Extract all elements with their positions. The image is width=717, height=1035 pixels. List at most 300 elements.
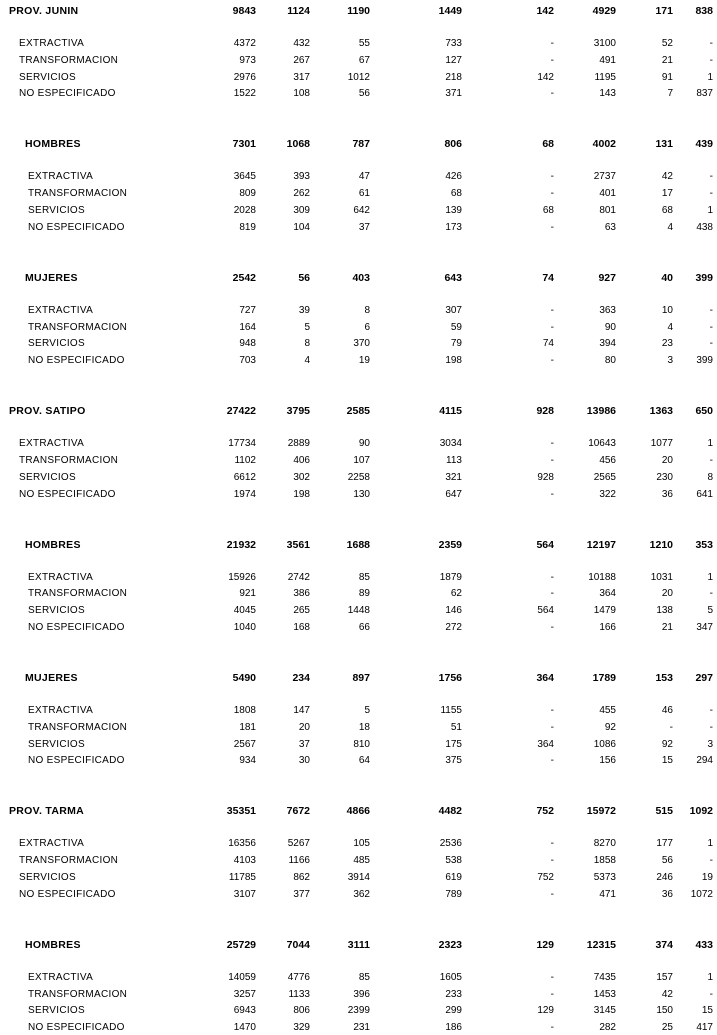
group-title: PROV. TARMA <box>9 805 85 818</box>
cell-value: 1453 <box>593 988 616 1000</box>
group-title: MUJERES <box>25 672 78 684</box>
cell-value: 21932 <box>226 538 256 551</box>
cell-value: 129 <box>536 938 554 951</box>
group-total-row <box>0 137 717 151</box>
cell-value: 370 <box>353 338 370 350</box>
table-row <box>0 837 717 851</box>
cell-value: 309 <box>293 205 310 216</box>
cell-value: 4482 <box>438 805 462 818</box>
cell-value: 396 <box>353 988 370 1000</box>
group-title: MUJERES <box>25 271 78 284</box>
cell-value: 403 <box>352 271 370 284</box>
cell-value: 1190 <box>347 5 370 17</box>
cell-value: 15926 <box>228 571 256 583</box>
cell-value: 643 <box>444 271 462 284</box>
cell-value: 10 <box>661 304 673 316</box>
cell-value: 471 <box>599 888 616 900</box>
cell-value: 146 <box>445 605 462 617</box>
table-row <box>0 988 717 1002</box>
row-label: NO ESPECIFICADO <box>28 622 125 633</box>
cell-value: 394 <box>599 338 616 350</box>
group-title: HOMBRES <box>25 938 81 951</box>
cell-value: 375 <box>445 755 462 767</box>
cell-value: 564 <box>536 538 554 551</box>
table-row <box>0 221 717 235</box>
cell-value: 63 <box>604 221 616 233</box>
cell-value: - <box>709 54 713 66</box>
cell-value: 2536 <box>439 838 462 850</box>
cell-value: 2323 <box>438 938 462 951</box>
cell-value: 787 <box>352 138 370 151</box>
cell-value: - <box>550 88 554 100</box>
cell-value: 401 <box>599 188 616 200</box>
cell-value: 231 <box>353 1022 370 1034</box>
cell-value: 42 <box>661 171 673 183</box>
table-row <box>0 1021 717 1035</box>
cell-value: 39 <box>298 304 310 316</box>
cell-value: 20 <box>298 721 310 733</box>
cell-value: - <box>709 455 713 466</box>
cell-value: 5267 <box>287 838 310 850</box>
cell-value: 934 <box>239 755 256 767</box>
cell-value: 11785 <box>228 872 256 883</box>
row-label: EXTRACTIVA <box>19 38 85 49</box>
cell-value: - <box>550 221 554 233</box>
cell-value: 15 <box>661 755 673 767</box>
cell-value: 1195 <box>594 71 616 83</box>
cell-value: 19 <box>701 872 713 883</box>
cell-value: 456 <box>599 455 616 466</box>
row-label: EXTRACTIVA <box>28 571 94 583</box>
cell-value: 7435 <box>593 971 616 983</box>
cell-value: 25729 <box>226 938 256 951</box>
cell-value: 47 <box>358 171 370 183</box>
cell-value: 2359 <box>438 538 462 551</box>
cell-value: - <box>709 855 713 867</box>
row-label: SERVICIOS <box>19 471 76 483</box>
cell-value: 363 <box>599 304 616 316</box>
cell-value: 127 <box>445 54 462 66</box>
cell-value: 92 <box>661 738 673 750</box>
cell-value: 56 <box>661 855 673 867</box>
cell-value: 837 <box>696 88 713 100</box>
cell-value: 4866 <box>346 805 370 818</box>
cell-value: 2567 <box>233 738 256 750</box>
cell-value: 973 <box>239 54 256 66</box>
cell-value: 619 <box>445 872 462 883</box>
cell-value: 233 <box>445 988 462 1000</box>
cell-value: 113 <box>446 455 462 466</box>
cell-value: 928 <box>537 471 554 483</box>
cell-value: 138 <box>656 605 673 617</box>
group-title: HOMBRES <box>25 538 81 551</box>
cell-value: 1479 <box>593 605 616 617</box>
cell-value: 302 <box>293 471 310 483</box>
cell-value: 538 <box>445 855 462 867</box>
cell-value: 647 <box>445 488 462 500</box>
cell-value: 364 <box>599 588 616 600</box>
table-row <box>0 187 717 201</box>
cell-value: - <box>550 838 554 850</box>
cell-value: 37 <box>298 738 310 750</box>
cell-value: 515 <box>655 805 673 818</box>
row-label: NO ESPECIFICADO <box>28 1022 125 1034</box>
cell-value: 921 <box>239 588 256 600</box>
cell-value: 4002 <box>592 138 616 151</box>
cell-value: - <box>550 1022 554 1034</box>
table-row <box>0 437 717 451</box>
cell-value: 1 <box>707 838 713 850</box>
cell-value: 105 <box>353 838 370 850</box>
cell-value: 727 <box>239 304 256 316</box>
cell-value: 40 <box>661 271 673 284</box>
cell-value: 2585 <box>346 405 370 418</box>
cell-value: 2565 <box>593 471 616 483</box>
row-label: SERVICIOS <box>28 738 85 750</box>
cell-value: 7044 <box>286 938 310 951</box>
cell-value: - <box>709 988 713 1000</box>
cell-value: 4776 <box>287 971 310 983</box>
cell-value: 2258 <box>347 471 370 483</box>
cell-value: - <box>550 188 554 200</box>
cell-value: 66 <box>358 622 370 633</box>
table-row <box>0 704 717 718</box>
cell-value: 4103 <box>233 855 256 867</box>
cell-value: 12197 <box>586 538 616 551</box>
cell-value: 1605 <box>439 971 462 983</box>
group-title: HOMBRES <box>25 138 81 151</box>
cell-value: 2742 <box>287 571 310 583</box>
cell-value: 8270 <box>593 838 616 850</box>
table-row <box>0 587 717 601</box>
table-row <box>0 37 717 51</box>
cell-value: 6 <box>364 321 370 333</box>
table-row <box>0 454 717 468</box>
cell-value: 3645 <box>233 171 256 183</box>
cell-value: 272 <box>445 622 462 633</box>
cell-value: 20 <box>661 588 673 600</box>
cell-value: 1031 <box>650 571 673 583</box>
cell-value: 4372 <box>233 38 256 49</box>
cell-value: 703 <box>239 355 256 367</box>
cell-value: 1756 <box>438 672 462 684</box>
cell-value: 6943 <box>233 1005 256 1017</box>
group-total-row <box>0 404 717 418</box>
row-label: TRANSFORMACION <box>19 855 119 867</box>
table-row <box>0 621 717 635</box>
cell-value: 64 <box>358 755 370 767</box>
row-label: SERVICIOS <box>19 872 76 883</box>
cell-value: 4929 <box>592 5 616 17</box>
cell-value: 68 <box>661 205 673 216</box>
row-label: SERVICIOS <box>19 71 76 83</box>
cell-value: 2542 <box>232 271 256 284</box>
cell-value: 143 <box>599 88 616 100</box>
cell-value: 166 <box>599 622 616 633</box>
cell-value: - <box>550 355 554 367</box>
cell-value: - <box>550 588 554 600</box>
cell-value: 131 <box>655 138 673 151</box>
cell-value: 234 <box>292 672 310 684</box>
cell-value: 3100 <box>593 38 616 49</box>
cell-value: 230 <box>656 471 673 483</box>
table-row <box>0 1004 717 1018</box>
cell-value: 432 <box>293 38 310 49</box>
cell-value: 21 <box>661 54 673 66</box>
group-total-row <box>0 938 717 952</box>
cell-value: 364 <box>536 672 554 684</box>
row-label: EXTRACTIVA <box>28 171 94 183</box>
cell-value: 55 <box>358 38 370 49</box>
cell-value: 177 <box>656 838 673 850</box>
row-label: EXTRACTIVA <box>19 838 85 850</box>
cell-value: 198 <box>445 355 462 367</box>
cell-value: 1448 <box>347 605 370 617</box>
cell-value: 399 <box>695 271 713 284</box>
cell-value: 74 <box>542 271 554 284</box>
cell-value: 139 <box>445 205 462 216</box>
cell-value: 9843 <box>232 5 256 17</box>
cell-value: 175 <box>445 738 462 750</box>
cell-value: 806 <box>293 1005 310 1017</box>
cell-value: 1449 <box>438 5 462 17</box>
cell-value: 62 <box>450 588 462 600</box>
row-label: NO ESPECIFICADO <box>28 755 125 767</box>
cell-value: - <box>550 855 554 867</box>
cell-value: 37 <box>358 221 370 233</box>
cell-value: 1124 <box>287 5 310 17</box>
cell-value: 927 <box>598 271 616 284</box>
cell-value: - <box>550 455 554 466</box>
row-label: SERVICIOS <box>28 1005 85 1017</box>
cell-value: 322 <box>599 488 616 500</box>
cell-value: - <box>550 304 554 316</box>
cell-value: 3257 <box>233 988 256 1000</box>
cell-value: 108 <box>293 88 310 100</box>
group-total-row <box>0 271 717 285</box>
cell-value: 30 <box>298 755 310 767</box>
cell-value: 142 <box>536 5 554 17</box>
cell-value: 18 <box>358 721 370 733</box>
cell-value: 838 <box>695 5 713 17</box>
row-label: EXTRACTIVA <box>28 971 94 983</box>
cell-value: 810 <box>353 738 370 750</box>
row-label: SERVICIOS <box>28 338 85 350</box>
cell-value: 59 <box>450 321 462 333</box>
cell-value: - <box>550 571 554 583</box>
cell-value: 171 <box>655 5 673 17</box>
cell-value: 130 <box>353 488 370 500</box>
cell-value: 35351 <box>226 805 256 818</box>
cell-value: 1068 <box>286 138 310 151</box>
cell-value: 150 <box>656 1005 673 1017</box>
cell-value: - <box>550 171 554 183</box>
cell-value: 89 <box>358 588 370 600</box>
group-total-row <box>0 804 717 818</box>
cell-value: 1210 <box>649 538 673 551</box>
cell-value: 3795 <box>286 405 310 418</box>
cell-value: 317 <box>293 71 310 83</box>
cell-value: 21 <box>661 622 673 633</box>
cell-value: 1 <box>707 571 713 583</box>
row-label: NO ESPECIFICADO <box>19 488 116 500</box>
cell-value: 157 <box>656 971 673 983</box>
cell-value: 13986 <box>586 405 616 418</box>
cell-value: 374 <box>655 938 673 951</box>
cell-value: 74 <box>542 338 554 350</box>
row-label: TRANSFORMACION <box>19 54 119 66</box>
cell-value: 3034 <box>439 438 462 450</box>
cell-value: 68 <box>542 205 554 216</box>
cell-value: 642 <box>353 205 370 216</box>
cell-value: - <box>550 622 554 633</box>
cell-value: 491 <box>599 54 616 66</box>
cell-value: 56 <box>298 271 310 284</box>
cell-value: 218 <box>445 71 462 83</box>
cell-value: 7301 <box>232 138 256 151</box>
cell-value: 299 <box>445 1005 462 1017</box>
cell-value: 267 <box>293 54 310 66</box>
group-total-row <box>0 671 717 685</box>
group-title: PROV. SATIPO <box>9 405 86 418</box>
cell-value: 819 <box>239 221 256 233</box>
cell-value: 1808 <box>233 705 256 716</box>
cell-value: 801 <box>599 205 616 216</box>
cell-value: 6612 <box>233 471 256 483</box>
row-label: NO ESPECIFICADO <box>28 221 125 233</box>
cell-value: 3 <box>707 738 713 750</box>
cell-value: 1858 <box>593 855 616 867</box>
row-label: NO ESPECIFICADO <box>19 88 116 100</box>
cell-value: 948 <box>239 338 256 350</box>
cell-value: 10643 <box>588 438 616 450</box>
cell-value: 897 <box>352 672 370 684</box>
cell-value: 153 <box>655 672 673 684</box>
cell-value: 5373 <box>593 872 616 883</box>
cell-value: 329 <box>293 1022 310 1034</box>
cell-value: 1 <box>707 438 713 450</box>
row-label: TRANSFORMACION <box>28 188 128 200</box>
cell-value: 2399 <box>347 1005 370 1017</box>
cell-value: 1974 <box>233 488 256 500</box>
cell-value: - <box>709 705 713 716</box>
table-row <box>0 354 717 368</box>
cell-value: 1470 <box>233 1022 256 1034</box>
cell-value: 42 <box>661 988 673 1000</box>
cell-value: 433 <box>695 938 713 951</box>
table-row <box>0 87 717 101</box>
cell-value: 164 <box>239 321 256 333</box>
cell-value: 3145 <box>593 1005 616 1017</box>
cell-value: 455 <box>599 705 616 716</box>
cell-value: 16356 <box>228 838 256 850</box>
table-row <box>0 571 717 585</box>
cell-value: 85 <box>358 571 370 583</box>
cell-value: 4 <box>667 321 673 333</box>
cell-value: 142 <box>537 71 554 83</box>
table-row <box>0 971 717 985</box>
table-row <box>0 170 717 184</box>
cell-value: 393 <box>293 171 310 183</box>
cell-value: - <box>550 488 554 500</box>
cell-value: - <box>709 38 713 49</box>
table-row <box>0 488 717 502</box>
cell-value: 156 <box>599 755 616 767</box>
row-label: SERVICIOS <box>28 605 85 617</box>
cell-value: 752 <box>536 805 554 818</box>
group-total-row <box>0 4 717 18</box>
cell-value: 809 <box>239 188 256 200</box>
cell-value: 181 <box>239 721 256 733</box>
cell-value: 426 <box>445 171 462 183</box>
table-row <box>0 604 717 618</box>
cell-value: 91 <box>661 71 673 83</box>
cell-value: 1072 <box>690 888 713 900</box>
row-label: TRANSFORMACION <box>28 988 128 1000</box>
cell-value: 1688 <box>346 538 370 551</box>
cell-value: 68 <box>542 138 554 151</box>
cell-value: 1789 <box>592 672 616 684</box>
table-row <box>0 471 717 485</box>
cell-value: 20 <box>661 455 673 466</box>
cell-value: 4115 <box>439 405 462 418</box>
row-label: EXTRACTIVA <box>19 438 85 450</box>
cell-value: - <box>709 304 713 316</box>
cell-value: 485 <box>353 855 370 867</box>
cell-value: 198 <box>293 488 310 500</box>
cell-value: 353 <box>695 538 713 551</box>
cell-value: 364 <box>537 738 554 750</box>
cell-value: 90 <box>358 438 370 450</box>
cell-value: 4045 <box>233 605 256 617</box>
cell-value: 8 <box>364 304 370 316</box>
cell-value: 406 <box>293 455 310 466</box>
table-row <box>0 71 717 85</box>
cell-value: 3914 <box>347 872 370 883</box>
cell-value: 19 <box>358 355 370 367</box>
cell-value: 1522 <box>233 88 256 100</box>
cell-value: - <box>550 988 554 1000</box>
table-row <box>0 304 717 318</box>
cell-value: 5 <box>707 605 713 617</box>
cell-value: 1 <box>707 971 713 983</box>
cell-value: 17734 <box>228 438 256 450</box>
table-row <box>0 337 717 351</box>
cell-value: - <box>669 721 673 733</box>
cell-value: - <box>550 38 554 49</box>
cell-value: 46 <box>661 705 673 716</box>
cell-value: 1092 <box>689 805 713 818</box>
cell-value: 399 <box>696 355 713 367</box>
cell-value: 2889 <box>287 438 310 450</box>
cell-value: 294 <box>696 755 713 767</box>
group-title: PROV. JUNIN <box>9 5 79 17</box>
cell-value: - <box>550 755 554 767</box>
cell-value: 2028 <box>233 205 256 216</box>
cell-value: 23 <box>661 338 673 350</box>
cell-value: 321 <box>445 471 462 483</box>
cell-value: 173 <box>445 221 462 233</box>
row-label: TRANSFORMACION <box>28 721 128 733</box>
cell-value: 371 <box>445 88 462 100</box>
row-label: TRANSFORMACION <box>28 321 128 333</box>
table-row <box>0 54 717 68</box>
row-label: TRANSFORMACION <box>19 455 119 466</box>
cell-value: 1155 <box>440 705 462 716</box>
cell-value: - <box>550 888 554 900</box>
cell-value: 168 <box>293 622 310 633</box>
cell-value: 92 <box>604 721 616 733</box>
